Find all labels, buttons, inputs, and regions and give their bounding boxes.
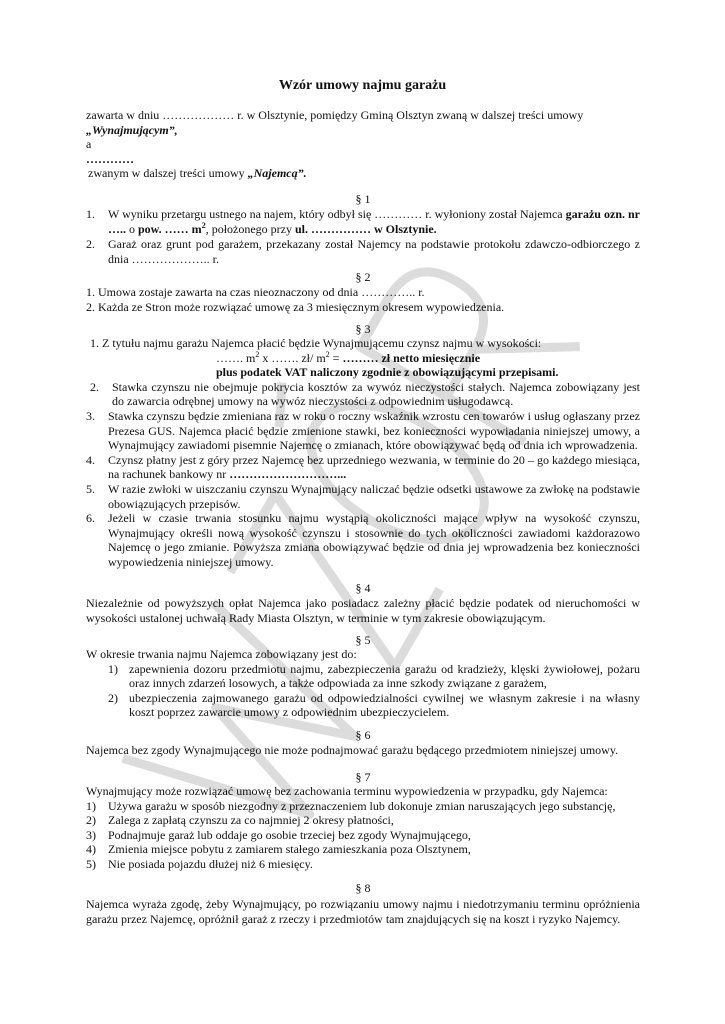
formula-text: ……. m (216, 350, 256, 365)
section-3-item-1: 1. Z tytułu najmu garażu Najemca płacić będzie Wynajmującemu czynsz najmu w wysokości: (90, 336, 542, 350)
item-number: 5. (86, 481, 95, 496)
section-7-item-5 (86, 857, 640, 872)
section-3-item-3 (86, 409, 640, 453)
section-1-heading: § 1 (355, 192, 371, 206)
item-number: 1) (108, 661, 118, 676)
item-number: 6. (86, 511, 95, 526)
section-5 (86, 647, 640, 720)
intro-line1: zawarta w dniu ……………… r. w Olsztynie, pomiędzy Gminą Olsztyn zwaną w dalszej treści umowy (86, 108, 584, 122)
bank-account: ………………………... (229, 467, 347, 482)
tenant-label: „Najemcą”. (247, 166, 307, 181)
section-2-heading: § 2 (355, 270, 371, 284)
section-4-text: Niezależnie od powyższych opłat Najemca jako posiadacz zależny płacić będzie podatek od nieruchomości w wysokości ustalonej uchwałą Rady Miasta Olsztyn, w terminie w tym zakresie obowiązującym. (86, 596, 640, 625)
item-text: , położonego przy (205, 221, 295, 236)
item-text: o (129, 221, 138, 236)
section-3-item-6 (86, 511, 640, 569)
vat-note: plus podatek VAT naliczony zgodnie z obowiązującymi przepisami. (216, 365, 559, 380)
item-text: Zmienia miejsce pobytu z zamiarem stałego zamieszkania poza Olsztynem, (108, 842, 471, 857)
item-text: W razie zwłoki w uiszczaniu czynszu Wynajmujący naliczać będzie odsetki ustawowe za zwłokę na podstawie obowiązujących przepisów. (108, 481, 640, 511)
item-text: Używa garażu w sposób niezgodny z przeznaczeniem lub dokonuje zmian naruszających jego substancję, (108, 798, 616, 813)
section-2-line-1: 1. Umowa zostaje zawarta na czas nieoznaczony od dnia ………….. r. (86, 285, 425, 299)
section-7-item-3 (86, 828, 640, 843)
item-number: 2) (86, 813, 96, 828)
section-6-text: Najemca bez zgody Wynajmującego nie może podnajmować garażu będącego przedmiotem niniejszej umowy. (86, 743, 619, 757)
item-number: 2) (108, 690, 118, 705)
item-text: Jeżeli w czasie trwania stosunku najmu wystąpią okoliczności mające wpływ na wysokość czynszu, Wynajmujący określi nową wysokość czynszu i stosownie do tych okoliczności zawiadomi każdorazowo Najemcę o jego zmianie. Powyższa zmiana obowiązywać będzie od dnia jej wprowadzenia bez konieczności wypowiedzenia niniejszej umowy. (108, 511, 640, 569)
garage-street: ul. …………… w Olsztynie. (295, 221, 437, 236)
intro (86, 108, 640, 181)
item-number: 2. (90, 379, 99, 394)
intro-dots: ………… (86, 151, 134, 166)
superscript: 2 (325, 349, 330, 359)
section-3 (86, 336, 640, 570)
landlord-label: „Wynajmującym”, (86, 122, 178, 137)
section-1 (86, 207, 640, 266)
section-2-line-2: 2. Każda ze Stron może rozwiązać umowę za 3 miesięcznym okresem wypowiedzenia. (86, 299, 505, 314)
section-5-heading: § 5 (355, 633, 371, 647)
intro-a: a (86, 137, 92, 152)
section-2 (86, 285, 640, 314)
rent-net-monthly: ……… zł netto miesięcznie (342, 350, 481, 365)
item-text: Podnajmuje garaż lub oddaje go osobie trzeciej bez zgody Wynajmującego, (108, 827, 471, 842)
item-text: Stawka czynszu nie obejmuje pokrycia kosztów za wywóz nieczystości stałych. Najemca zobowiązany jest do zawarcia odrębnej umowy na wywóz nieczystości z odpowiednim usługodawcą. (112, 379, 640, 409)
section-3-heading: § 3 (355, 322, 371, 336)
section-5-item-2 (86, 691, 640, 720)
section-7-item-1 (86, 799, 640, 814)
item-text: W wyniku przetargu ustnego na najem, który odbył się ………… r. wyłoniony został Najemca (108, 207, 566, 221)
section-1-item-2 (86, 237, 640, 266)
section-6-heading: § 6 (355, 728, 371, 742)
section-3-item-5 (86, 482, 640, 511)
section-8-heading: § 8 (355, 881, 371, 895)
superscript: 2 (201, 220, 206, 230)
item-text: Stawka czynszu będzie zmieniana raz w roku o roczny wskaźnik wzrostu cen towarów i usług ogłaszany przez Prezesa GUS. Najemca płacić będzie zmienione stawki, bez konieczności wypowiadania niniejszej umowy, a Wynajmujący zawiadomi pisemnie Najemcę o zmianach, które obowiązywać będą od dnia ich wprowadzenia. (108, 408, 640, 453)
item-number: 1) (86, 798, 96, 813)
item-number: 1. (86, 207, 95, 221)
item-number: 5) (86, 856, 96, 871)
section-5-intro: W okresie trwania najmu Najemca zobowiązany jest do: (86, 647, 357, 661)
superscript: 2 (255, 349, 260, 359)
garage-area: pow. …… m (138, 221, 202, 236)
formula-text: x ……. zł/ m (259, 350, 326, 365)
section-8-text: Najemca wyraża zgodę, żeby Wynajmujący, po rozwiązaniu umowy najmu i niedotrzymaniu terminu opróżnienia garażu przez Najemcę, opróżnił garaż z rzeczy i przedmiotów tam znajdujących się na koszt i ryzyko Najemcy. (86, 897, 640, 926)
item-number: 4. (86, 452, 95, 467)
section-7-item-4 (86, 842, 640, 857)
item-number: 3) (86, 827, 96, 842)
tenant-prefix: zwanym w dalszej treści umowy (88, 166, 248, 181)
item-text: zapewnienia dozoru przedmiotu najmu, zabezpieczenia garażu od kradzieży, klęski żywiołowej, pożaru oraz innych zdarzeń losowych, a także odpowiada za inne szkody związane z garażem, (129, 661, 640, 691)
section-5-item-1 (86, 662, 640, 691)
item-number: 3. (86, 408, 95, 423)
item-text: Garaż oraz grunt pod garażem, przekazany został Najemcy na podstawie protokołu zdawczo-odbiorczego z dnia ……………….. r. (108, 237, 640, 266)
item-number: 4) (86, 842, 96, 857)
rent-formula (216, 351, 640, 366)
section-7 (86, 784, 640, 872)
section-3-item-4 (86, 453, 640, 482)
garage-number: garażu ozn. nr ….. (108, 207, 641, 236)
formula-text: = (329, 350, 343, 365)
section-7-item-2 (86, 813, 640, 828)
section-4-heading: § 4 (355, 581, 371, 595)
item-text: ubezpieczenia zajmowanego garażu od odpowiedzialności cywilnej we własnym zakresie i na własny koszt poprzez zawarcie umowy z odpowiednim ubezpieczycielem. (129, 690, 640, 720)
section-7-intro: Wynajmujący może rozwiązać umowę bez zachowania terminu wypowiedzenia w przypadku, gdy Najemca: (86, 784, 608, 798)
item-text: Nie posiada pojazdu dłużej niż 6 miesięcy. (108, 856, 313, 871)
section-3-item-2 (86, 380, 640, 409)
item-text: Zalega z zapłatą czynszu za co najmniej 2 okresy płatności, (108, 813, 394, 828)
document-title: Wzór umowy najmu garażu (278, 78, 447, 93)
item-text: Czynsz płatny jest z góry przez Najemcę bez uprzedniego wezwania, w terminie do 20 – go każdego miesiąca, na rachunek bankowy nr (108, 452, 640, 482)
section-7-heading: § 7 (355, 770, 371, 784)
item-number: 2. (86, 237, 95, 252)
section-1-item-1 (86, 207, 640, 236)
